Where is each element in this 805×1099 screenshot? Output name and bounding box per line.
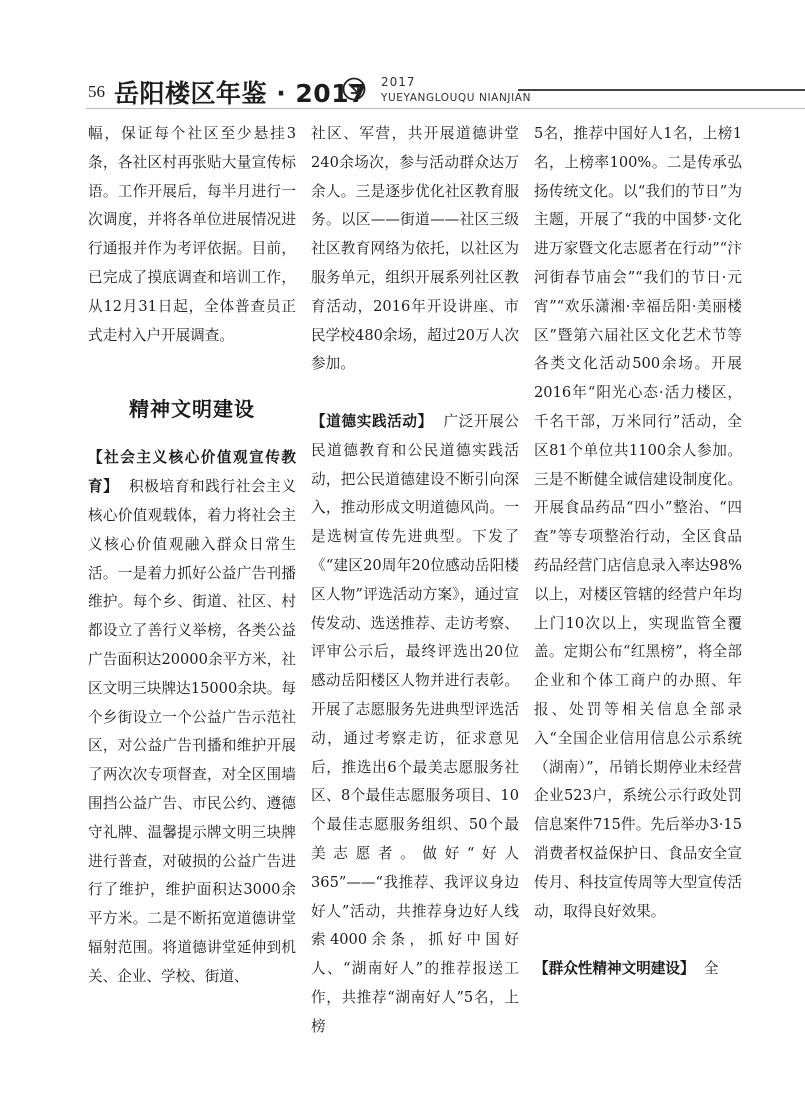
header-rule [518, 89, 805, 91]
header-divider [86, 108, 805, 109]
subtitle-pinyin: YUEYANGLOUQU NIANJIAN [381, 92, 532, 104]
column-1 [88, 120, 296, 992]
paragraph: 5名，推荐中国好人1名，上榜1名，上榜率100%。二是传承弘扬传统文化。以“我们的节日”为主题，开展了“我的中国梦·文化进万家暨文化志愿者在行动”“汴河街春节庙会”“我们的节日·元宵”“欢乐潇湘·幸福岳阳·美丽楼区”暨第六届社区文化艺术节等各类文化活动500余场。开展2016年“阳光心态·活力楼区，千名干部，万米同行”活动，全区81个单位共1100余人参加。三是不断健全诚信建设制度化。开展食品药品“四小”整治、“四查”等专项整治行动，全区食品药品经营门店信息录入率达98%以上，对楼区管辖的经营户年均上门10次以上，实现监管全覆盖。定期公布“红黑榜”，将全部企业和个体工商户的办照、年报、处罚等相关信息全部录入“全国企业信用信息公示系统（湖南）”，吊销长期停业未经营企业523户，系统公示行政处罚信息案件715件。先后举办3·15消费者权益保护日、食品安全宣传月、科技宣传周等大型宣传活动，取得良好效果。 [534, 125, 742, 920]
column-3 [534, 120, 742, 984]
paragraph [534, 955, 742, 984]
page-number: 56 [88, 82, 105, 101]
subtitle-year: 2017 [381, 75, 416, 89]
paragraph: 社区、军营，共开展道德讲堂240余场次，参与活动群众达万余人。三是逐步优化社区教育服务。以区——街道——社区三级社区教育网络为依托，以社区为服务单元，组织开展系列社区教育活动，2016年开设讲座、市民学校480余场，超过20万人次参加。 [311, 125, 519, 373]
paragraph [88, 444, 296, 991]
yearbook-title: 岳阳楼区年鉴 · 2017 [114, 79, 367, 108]
arrow-down-right-circle-icon [342, 77, 366, 101]
paragraph: 幅，保证每个社区至少悬挂3条，各社区村再张贴大量宣传标语。工作开展后，每半月进行一次调度，并将各单位进展情况进行通报并作为考评依据。目前，已完成了摸底调查和培训工作，从12月31日起，全体普查员正式走村入户开展调查。 [88, 125, 296, 344]
paragraph-text: 积极培育和践行社会主义核心价值观载体，着力将社会主义核心价值观融入群众日常生活。一是着力抓好公益广告刊播维护。每个乡、街道、社区、村都设立了善行义举榜，各类公益广告面积达20000余平方米，社区文明三块牌达15000余块。每个乡街设立一个公益广告示范社区，对公益广告刊播和维护开展了两次次专项督查，对全区围墙围挡公益广告、市民公约、遵德守礼牌、温馨提示牌文明三块牌进行普查，对破损的公益广告进行了维护，维护面积达3000余平方米。二是不断拓宽道德讲堂辐射范围。将道德讲堂延伸到机关、企业、学校、街道、 [88, 478, 296, 985]
paragraph-text: 全 [703, 960, 719, 978]
section-title: 精神文明建设 [129, 397, 255, 422]
paragraph [311, 408, 519, 1042]
subsection-heading: 【群众性精神文明建设】 [534, 960, 695, 978]
subsection-heading: 【道德实践活动】 [311, 412, 433, 430]
subsection-heading: 【社会主义核心价值观宣传教育】 [88, 449, 296, 496]
paragraph-text: 广泛开展公民道德教育和公民道德实践活动，把公民道德建设不断引向深入，推动形成文明道德风尚。一是选树宣传先进典型。下发了《“建区20周年20位感动岳阳楼区人物”评选活动方案》，通过宣传发动、选送推荐、走访考察、评审公示后，最终评选出20位感动岳阳楼区人物并进行表彰。开展了志愿服务先进典型评选活动，通过考察走访，征求意见后，推选出6个最美志愿服务社区、8个最佳志愿服务项目、10个最佳志愿服务组织、50个最美志愿者。做好“好人365”——“我推荐、我评议身边好人”活动，共推荐身边好人线索4000余条，抓好中国好人、“湖南好人”的推荐报送工作，共推荐“湖南好人”5名，上榜 [311, 412, 519, 1035]
column-2 [311, 120, 519, 1042]
page-header [0, 0, 805, 110]
